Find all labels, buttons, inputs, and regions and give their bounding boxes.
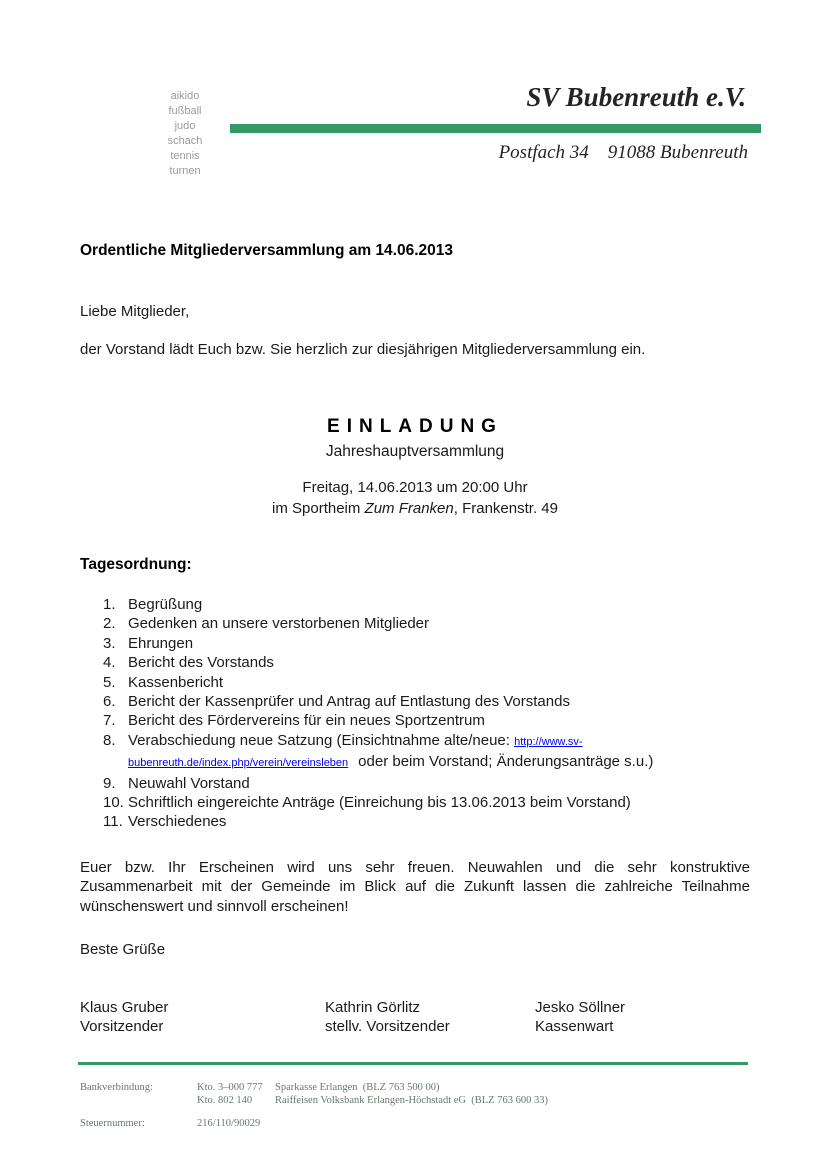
agenda-item-6 [99, 692, 739, 711]
agenda-number: 8. [103, 731, 116, 749]
agenda-item-4 [99, 653, 739, 672]
agenda-text: Schriftlich eingereichte Anträge (Einreichung bis 13.06.2013 beim Vorstand) [128, 794, 631, 812]
agenda-item-11 [99, 812, 739, 831]
sports-list [143, 89, 227, 179]
agenda-number: 3. [103, 634, 116, 652]
agenda-text: Bericht der Kassenprüfer und Antrag auf Entlastung des Vorstands [128, 693, 570, 711]
agenda-item-10 [99, 793, 739, 812]
sport-item: turnen [169, 165, 201, 177]
location-name: Zum Franken [364, 500, 454, 517]
signature-block [80, 998, 750, 1036]
agenda-text: Bericht des Vorstands [128, 654, 274, 672]
agenda-item-8 [99, 731, 739, 774]
agenda-item-5 [99, 673, 739, 692]
invitation-heading: EINLADUNG [327, 416, 503, 437]
agenda-8-text-before: Verabschiedung neue Satzung (Einsichtnahme alte/neue: [128, 731, 515, 749]
signature-name: Kathrin Görlitz [325, 999, 421, 1016]
bank-label: Bankverbindung: [80, 1082, 153, 1093]
location-suffix: , Frankenstr. 49 [453, 500, 558, 517]
agenda-text: Neuwahl Vorstand [128, 774, 250, 792]
sport-item: schach [167, 135, 203, 147]
agenda-text: Bericht des Fördervereins für ein neues Sportzentrum [128, 712, 485, 730]
sport-item: tennis [170, 150, 200, 162]
agenda-text: Gedenken an unsere verstorbenen Mitglieder [128, 615, 430, 633]
agenda-text: Verschiedenes [128, 813, 227, 831]
signature-1 [80, 998, 325, 1036]
agenda-number: 2. [103, 615, 116, 633]
intro-paragraph: der Vorstand lädt Euch bzw. Sie herzlich zur diesjährigen Mitgliederversammlung ein. [80, 341, 646, 358]
agenda-number: 10. [103, 794, 124, 812]
agenda-number: 9. [103, 774, 116, 792]
signature-3 [535, 998, 750, 1036]
bank-name: Sparkasse Erlangen (BLZ 763 500 00) [275, 1082, 440, 1093]
agenda-list [99, 595, 739, 832]
agenda-number: 4. [103, 654, 116, 672]
agenda-item-2 [99, 614, 739, 633]
agenda-text: Kassenbericht [128, 673, 224, 691]
agenda-8-text-after: oder beim Vorstand; Änderungsanträge s.u.) [358, 753, 654, 771]
salutation: Liebe Mitglieder, [80, 303, 190, 320]
sport-item: aikido [170, 90, 200, 102]
bank-name: Raiffeisen Volksbank Erlangen-Höchstadt eG (BLZ 763 600 33) [275, 1095, 548, 1106]
regards: Beste Grüße [80, 941, 166, 958]
tax-label: Steuernummer: [80, 1118, 145, 1129]
header-accent-bar [230, 124, 761, 133]
bank-details [80, 1081, 760, 1107]
agenda-text: Begrüßung [128, 596, 203, 613]
agenda-item-1 [99, 595, 739, 614]
footer-info [80, 1081, 760, 1130]
agenda-item-7 [99, 711, 739, 730]
sport-item: fußball [168, 105, 202, 117]
location-prefix: im Sportheim [272, 500, 365, 517]
agenda-number: 1. [103, 596, 116, 613]
club-name: SV Bubenreuth e.V. [526, 82, 746, 112]
agenda-number: 7. [103, 712, 116, 730]
signature-2 [325, 998, 535, 1036]
agenda-item-3 [99, 634, 739, 653]
account-number: Kto. 802 140 [197, 1095, 253, 1106]
account-number: Kto. 3–000 777 [197, 1082, 263, 1093]
spacer [80, 1094, 197, 1107]
closing-paragraph: Euer bzw. Ihr Erscheinen wird uns sehr freuen. Neuwahlen und die sehr konstruktive Zusammenarbeit mit der Gemeinde im Blick auf die Zukunft lassen die zahlreiche Teilnahme wünschenswert und sinnvoll erscheinen! [80, 859, 750, 915]
spacer [275, 1117, 760, 1130]
sport-item: judo [174, 120, 196, 132]
tax-number: 216/110/90029 [197, 1118, 261, 1129]
invitation-block [80, 416, 750, 517]
tax-details [80, 1117, 760, 1130]
document-title: Ordentliche Mitgliederversammlung am 14.06.2013 [80, 242, 454, 259]
satzung-link[interactable]: bubenreuth.de/index.php/verein/vereinsleben [128, 757, 349, 770]
invitation-subheading: Jahreshauptversammlung [325, 443, 505, 460]
satzung-link[interactable]: http://www.sv- [514, 735, 583, 748]
agenda-text [128, 731, 739, 774]
footer-accent-rule [78, 1062, 748, 1065]
signature-name: Jesko Söllner [535, 999, 626, 1016]
agenda-number: 11. [103, 813, 123, 831]
invitation-date: Freitag, 14.06.2013 um 20:00 Uhr [302, 479, 528, 496]
signature-role: stellv. Vorsitzender [325, 1018, 450, 1035]
agenda-item-9 [99, 774, 739, 793]
agenda-number: 5. [103, 673, 116, 691]
agenda-number: 6. [103, 693, 116, 711]
agenda-heading: Tagesordnung: [80, 556, 192, 573]
signature-role: Kassenwart [535, 1018, 614, 1035]
signature-name: Klaus Gruber [80, 999, 169, 1016]
invitation-location [80, 500, 750, 517]
signature-role: Vorsitzender [80, 1018, 164, 1035]
agenda-text: Ehrungen [128, 634, 194, 652]
club-address: Postfach 34 91088 Bubenreuth [498, 142, 748, 163]
